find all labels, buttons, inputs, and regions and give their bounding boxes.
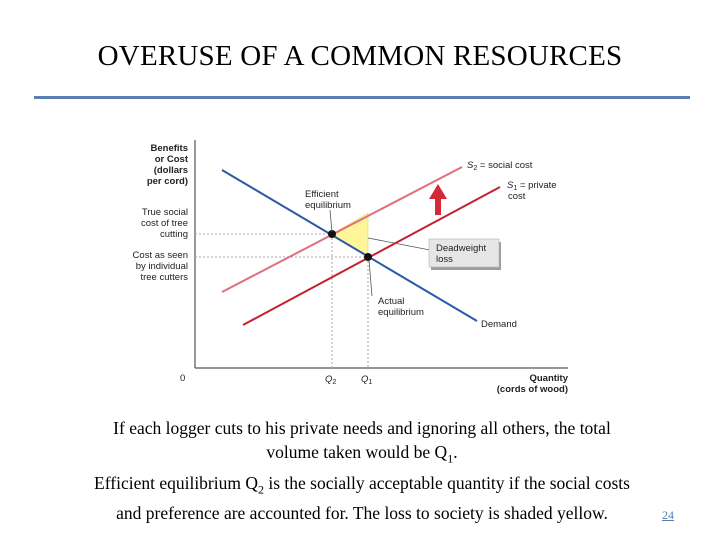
caption-q1-subscript: 1 xyxy=(447,451,454,466)
deadweight-callout xyxy=(429,239,501,270)
true-cost-label xyxy=(141,207,188,240)
q1-tick-label xyxy=(361,374,372,386)
caption-line-4: and preference are accounted for. The loss to society is shaded yellow. xyxy=(116,503,608,523)
origin-label: 0 xyxy=(180,373,186,384)
page-number: 24 xyxy=(662,508,674,522)
actual-label-line: Actual xyxy=(378,296,405,307)
seen-cost-label-line: Cost as seen xyxy=(132,250,188,261)
efficient-label-line: equilibrium xyxy=(305,200,351,211)
y-axis-label-line: per cord) xyxy=(146,176,188,187)
q1-symbol: Q xyxy=(361,374,369,385)
deadweight-label-2: loss xyxy=(436,254,453,265)
efficient-equilibrium-label xyxy=(305,189,351,211)
caption-line-2-text: volume taken would be Q xyxy=(266,442,448,462)
caption-line-2 xyxy=(40,440,684,471)
caption-line-3-end: is the socially acceptable quantity if the social costs xyxy=(264,472,630,493)
slide-title: OVERUSE OF A COMMON RESOURCES xyxy=(97,40,623,72)
q2-tick-label xyxy=(325,374,336,386)
x-axis-label-line: Quantity xyxy=(529,373,568,384)
private-cost-text: = private xyxy=(517,180,557,191)
seen-cost-label-line: tree cutters xyxy=(140,272,188,283)
s2-symbol: S xyxy=(467,160,474,171)
q2-subscript: 2 xyxy=(332,379,337,386)
social-cost-curve xyxy=(222,167,462,292)
actual-equilibrium-label xyxy=(378,296,424,318)
social-cost-text: = social cost xyxy=(477,160,533,171)
seen-cost-label xyxy=(133,250,189,283)
y-axis-label-line: (dollars xyxy=(153,165,188,176)
true-cost-label-line: cost of tree xyxy=(141,218,188,229)
q1-subscript: 1 xyxy=(368,379,373,386)
true-cost-label-line: True social xyxy=(141,207,188,218)
deadweight-leader xyxy=(368,238,430,250)
efficient-leader xyxy=(330,210,332,232)
caption-line-3-text: Efficient equilibrium Q xyxy=(94,472,258,493)
deadweight-label-1: Deadweight xyxy=(436,243,487,254)
private-cost-curve-label-2: cost xyxy=(508,191,526,202)
s1-symbol: S xyxy=(507,180,514,191)
y-axis-label-line: Benefits xyxy=(150,143,188,154)
seen-cost-label-line: by individual xyxy=(135,261,188,272)
shift-up-arrow xyxy=(429,184,447,215)
caption-q2-subscript: 2 xyxy=(258,482,264,496)
caption-line-2-end: . xyxy=(453,442,458,462)
y-axis-label-line: or Cost xyxy=(154,154,188,165)
s2-subscript: 2 xyxy=(473,165,478,172)
s1-subscript: 1 xyxy=(513,185,518,192)
actual-label-line: equilibrium xyxy=(378,307,424,318)
q2-symbol: Q xyxy=(325,374,333,385)
caption-line-1: If each logger cuts to his private needs and ignoring all others, the total xyxy=(113,418,611,438)
actual-leader xyxy=(369,260,372,296)
x-axis-label xyxy=(497,373,569,395)
social-cost-curve-label xyxy=(467,160,533,172)
demand-curve-label: Demand xyxy=(481,319,517,330)
x-axis-label-line: (cords of wood) xyxy=(496,384,568,395)
true-cost-label-line: cutting xyxy=(160,229,188,240)
slide-caption xyxy=(40,416,684,525)
efficient-label-line: Efficient xyxy=(305,189,339,200)
actual-equilibrium-point xyxy=(364,253,372,261)
caption-line-3 xyxy=(40,471,684,502)
y-axis-label xyxy=(147,143,189,187)
